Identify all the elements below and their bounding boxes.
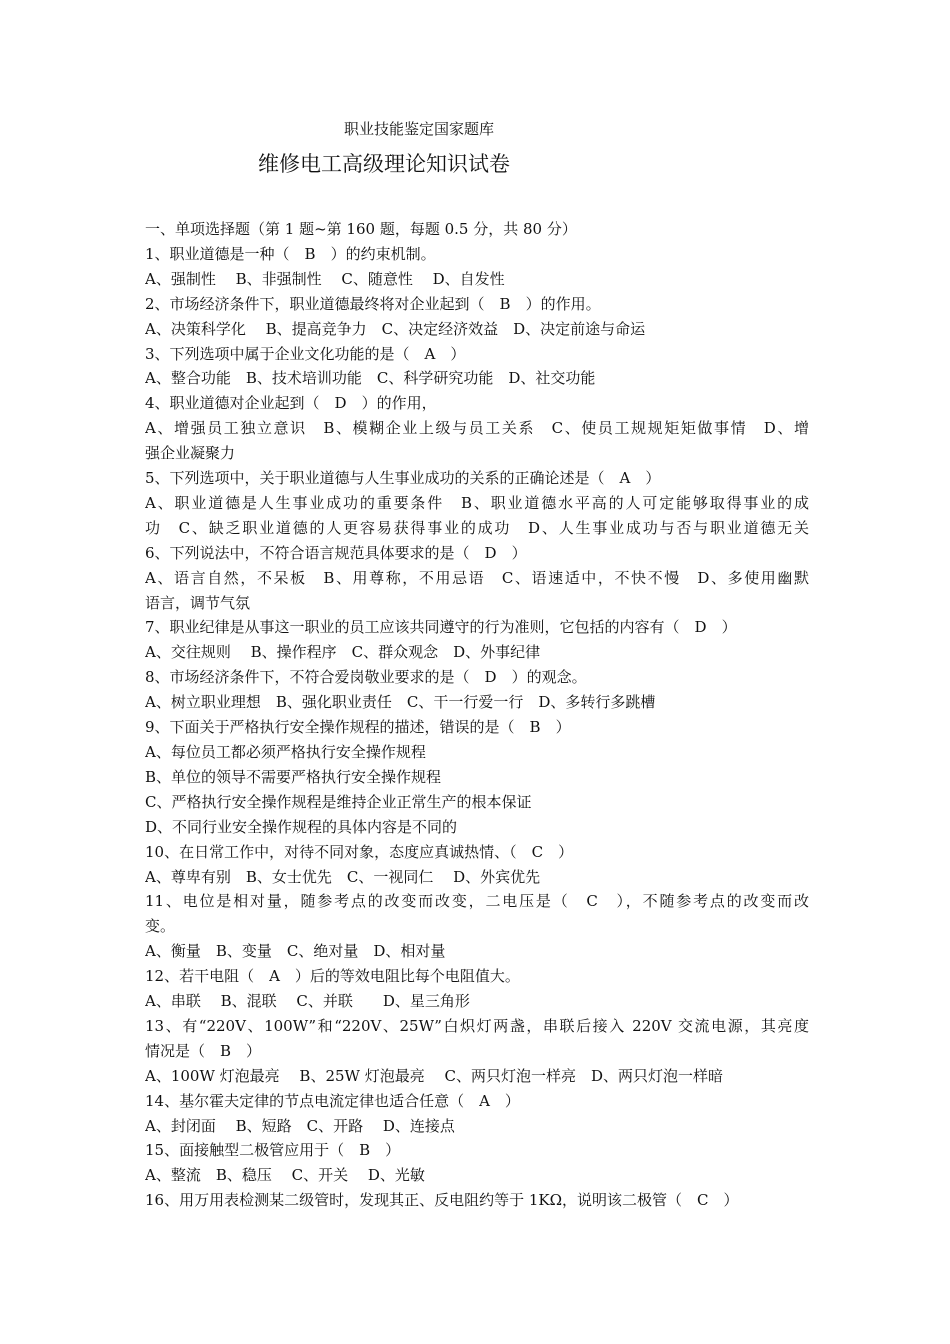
question-line: 6、下列说法中，不符合语言规范具体要求的是（ D ） bbox=[145, 543, 527, 562]
options-line: A、整流 B、稳压 C、开关 D、光敏 bbox=[145, 1166, 425, 1185]
options-line: A、封闭面 B、短路 C、开路 D、连接点 bbox=[145, 1116, 455, 1135]
question-line: 15、面接触型二极管应用于（ B ） bbox=[145, 1141, 401, 1160]
options-line-continued: 语言，调节气氛 bbox=[145, 593, 251, 612]
question-line: 12、若干电阻（ A ）后的等效电阻比每个电阻值大。 bbox=[145, 967, 520, 986]
options-line: A、增强员工独立意识 B、模糊企业上级与员工关系 C、使员工规规矩矩做事情 D、增 bbox=[145, 419, 809, 438]
options-line: A、交往规则 B、操作程序 C、群众观念 D、外事纪律 bbox=[145, 643, 541, 662]
question-line: 8、市场经济条件下，不符合爱岗敬业要求的是（ D ）的观念。 bbox=[145, 668, 587, 687]
option-a: A、每位员工都必须严格执行安全操作规程 bbox=[145, 742, 426, 761]
options-line-continued: 功 C、缺乏职业道德的人更容易获得事业的成功 D、人生事业成功与否与职业道德无关 bbox=[145, 518, 809, 537]
question-line: 2、市场经济条件下，职业道德最终将对企业起到（ B ）的作用。 bbox=[145, 294, 601, 313]
question-line-continued: 情况是（ B ） bbox=[145, 1041, 262, 1060]
section-heading: 一、单项选择题（第 1 题~第 160 题，每题 0.5 分，共 80 分） bbox=[145, 220, 577, 238]
options-line: A、尊卑有别 B、女士优先 C、一视同仁 D、外宾优先 bbox=[145, 867, 541, 886]
question-line: 16、用万用表检测某二级管时，发现其正、反电阻约等于 1KΩ，说明该二极管（ C ） bbox=[145, 1191, 739, 1210]
options-line: A、强制性 B、非强制性 C、随意性 D、自发性 bbox=[145, 269, 505, 288]
question-line: 10、在日常工作中，对待不同对象，态度应真诚热情、（ C ） bbox=[145, 842, 574, 861]
question-line: 5、下列选项中，关于职业道德与人生事业成功的关系的正确论述是（ A ） bbox=[145, 469, 661, 488]
question-line: 4、职业道德对企业起到（ D ）的作用， bbox=[145, 394, 437, 413]
options-line: A、职业道德是人生事业成功的重要条件 B、职业道德水平高的人可定能够取得事业的成 bbox=[145, 493, 809, 512]
question-line: 11、电位是相对量，随参考点的改变而改变，二电压是（ C ），不随参考点的改变而改 bbox=[145, 892, 809, 911]
options-line: A、整合功能 B、技术培训功能 C、科学研究功能 D、社交功能 bbox=[145, 369, 596, 388]
exam-title: 维修电工高级理论知识试卷 bbox=[258, 152, 510, 176]
options-line-continued: 强企业凝聚力 bbox=[145, 444, 236, 463]
options-line: A、决策科学化 B、提高竞争力 C、决定经济效益 D、决定前途与命运 bbox=[145, 319, 646, 338]
question-line: 3、下列选项中属于企业文化功能的是（ A ） bbox=[145, 344, 466, 363]
question-line: 14、基尔霍夫定律的节点电流定律也适合任意（ A ） bbox=[145, 1091, 520, 1110]
question-line: 7、职业纪律是从事这一职业的员工应该共同遵守的行为准则，它包括的内容有（ D ） bbox=[145, 618, 737, 637]
question-line: 13、有“220V、100W”和“220V、25W”白炽灯两盏，串联后接入 220V 交流电源，其亮度 bbox=[145, 1016, 809, 1035]
option-c: C、严格执行安全操作规程是维持企业正常生产的根本保证 bbox=[145, 792, 532, 811]
options-line: A、衡量 B、变量 C、绝对量 D、相对量 bbox=[145, 942, 446, 961]
exam-subtitle: 职业技能鉴定国家题库 bbox=[344, 120, 495, 138]
options-line: A、语言自然，不呆板 B、用尊称，不用忌语 C、语速适中，不快不慢 D、多使用幽默 bbox=[145, 568, 809, 587]
question-list bbox=[145, 217, 809, 1213]
options-line: A、串联 B、混联 C、并联 D、星三角形 bbox=[145, 992, 470, 1011]
option-b: B、单位的领导不需要严格执行安全操作规程 bbox=[145, 767, 442, 786]
option-d: D、不同行业安全操作规程的具体内容是不同的 bbox=[145, 817, 458, 836]
question-line-continued: 变。 bbox=[145, 917, 176, 936]
question-line: 9、下面关于严格执行安全操作规程的描述，错误的是（ B ） bbox=[145, 718, 571, 737]
question-line: 1、职业道德是一种（ B ）的约束机制。 bbox=[145, 244, 436, 263]
options-line: A、100W 灯泡最亮 B、25W 灯泡最亮 C、两只灯泡一样亮 D、两只灯泡一样暗 bbox=[145, 1066, 723, 1085]
options-line: A、树立职业理想 B、强化职业责任 C、干一行爱一行 D、多转行多跳槽 bbox=[145, 693, 656, 712]
